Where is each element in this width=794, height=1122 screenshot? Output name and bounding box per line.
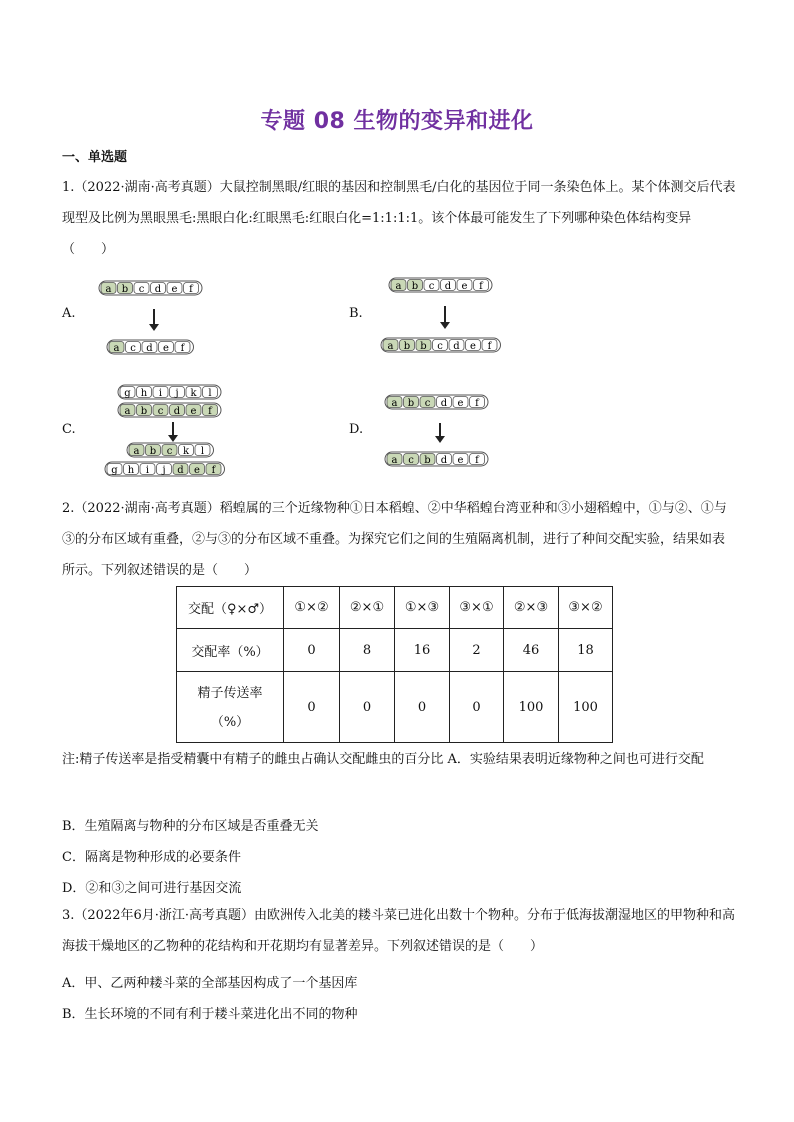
gene-label: f [180, 343, 185, 354]
chromosome-d-inversion [384, 451, 489, 471]
gene-label: a [133, 446, 140, 457]
chromosome-c-original-2 [117, 402, 222, 422]
chromosome-b-original [388, 277, 493, 297]
chromosome-svg [384, 451, 489, 467]
page-title: 专题 08 生物的变异和进化 [260, 109, 534, 134]
gene-label: d [177, 465, 184, 476]
gene-label: d [154, 284, 162, 295]
row-label-line-1: 精子传送率 [197, 686, 263, 701]
gene-label: h [127, 465, 135, 476]
gene-label: i [145, 465, 150, 476]
gene-label: j [175, 388, 179, 399]
gene-label: k [182, 446, 190, 457]
table-cell: 100 [559, 672, 613, 743]
chromosome-a-original [98, 280, 203, 300]
gene-label: l [200, 446, 205, 457]
gene-label: i [158, 388, 163, 399]
gene-label: e [470, 341, 476, 352]
question-2-note: 注:精子传送率是指受精囊中有精子的雌虫占确认交配雌虫的百分比 A．实验结果表明近缘物种之间也可进行交配 [62, 752, 704, 767]
gene-label: e [457, 455, 464, 466]
option-d-label: D. [349, 422, 364, 437]
table-header-cell: ②×③ [504, 587, 559, 629]
gene-label: a [391, 398, 398, 409]
chromosome-svg [380, 337, 502, 353]
gene-label: e [457, 398, 464, 409]
option-c-label: C. [62, 422, 76, 437]
gene-label: c [408, 455, 414, 466]
question-3-option-b: B．生长环境的不同有利于耧斗菜进化出不同的物种 [62, 1007, 358, 1022]
table-cell: 0 [450, 672, 504, 743]
gene-label: d [453, 341, 460, 352]
chromosome-svg [126, 442, 215, 458]
chromosome-c-translocation-2 [104, 461, 226, 481]
gene-label: d [440, 398, 448, 409]
chromosome-c-translocation-1 [126, 442, 215, 462]
gene-label: b [420, 341, 427, 352]
question-1-text: 1.（2022·湖南·高考真题）大鼠控制黑眼/红眼的基因和控制黑毛/白化的基因位于同一条染色体上。某个体测交后代表现型及比例为黑眼黑毛:黑眼白化:红眼黑毛:红眼白化=1:1:1:1。该个体最可能发生了下列哪种染色体结构变异（ ） [62, 180, 736, 257]
chromosome-d-original [384, 394, 489, 414]
table-header-cell: ①×③ [395, 587, 450, 629]
table-cell: 8 [340, 629, 395, 672]
table-cell: 100 [504, 672, 559, 743]
chromosome-svg [384, 394, 489, 410]
gene-label: b [121, 284, 129, 295]
chromosome-b-duplication [380, 337, 502, 357]
question-2-option-d: D．②和③之间可进行基因交流 [62, 881, 242, 896]
table-header-cell: ②×① [340, 587, 395, 629]
chromosome-c-original-1 [117, 384, 222, 404]
question-3-option-a: A．甲、乙两种耧斗菜的全部基因构成了一个基因库 [62, 976, 358, 991]
chromosome-svg [388, 277, 493, 293]
table-cell: 0 [284, 672, 340, 743]
question-2-option-c: C．隔离是物种形成的必要条件 [62, 850, 241, 865]
arrow-d [439, 423, 441, 437]
gene-label: b [149, 446, 157, 457]
table-header-cell: 交配（♀×♂） [177, 587, 284, 629]
gene-label: b [411, 281, 419, 292]
chromosome-svg [117, 384, 222, 400]
gene-label: e [171, 284, 178, 295]
section-heading: 一、单选题 [62, 150, 128, 165]
gene-label: f [189, 284, 193, 295]
table-header-cell: ①×② [284, 587, 340, 629]
gene-label: h [140, 388, 148, 399]
table-header-cell: ③×② [559, 587, 613, 629]
gene-label: f [475, 398, 479, 409]
gene-label: l [208, 388, 212, 399]
gene-label: e [190, 406, 197, 417]
gene-label: d [146, 343, 153, 354]
chromosome-svg [106, 339, 195, 355]
row-label-line-2: （%） [210, 715, 250, 730]
question-2-option-b: B．生殖隔离与物种的分布区域是否重叠无关 [62, 819, 319, 834]
gene-label: c [428, 281, 435, 292]
gene-label: d [444, 281, 452, 292]
gene-label: a [105, 284, 112, 295]
gene-label: a [124, 406, 131, 417]
table-cell: 0 [395, 672, 450, 743]
table-cell: 2 [450, 629, 504, 672]
gene-label: b [140, 406, 148, 417]
question-2-text: 2.（2022·湖南·高考真题）稻蝗属的三个近缘物种①日本稻蝗、②中华稻蝗台湾亚种和③小翅稻蝗中，①与②、①与③的分布区域有重叠，②与③的分布区域不重叠。为探究它们之间的生殖隔离机制，进行了种间交配实验，结果如表所示。下列叙述错误的是（ ） [62, 501, 727, 578]
gene-label: a [387, 341, 394, 352]
table-header-cell: ③×① [450, 587, 504, 629]
gene-label: f [475, 455, 479, 466]
gene-label: f [208, 406, 212, 417]
gene-label: f [479, 281, 483, 292]
gene-label: c [437, 341, 443, 352]
table-row-label [177, 672, 284, 743]
gene-label: c [166, 446, 173, 457]
gene-label: c [130, 343, 136, 354]
gene-label: a [113, 343, 120, 354]
gene-label: e [163, 343, 169, 354]
table-cell: 0 [340, 672, 395, 743]
mating-table [176, 586, 613, 743]
gene-label: d [440, 455, 448, 466]
table-cell: 18 [559, 629, 613, 672]
gene-label: d [173, 406, 181, 417]
gene-label: c [157, 406, 164, 417]
chromosome-svg [104, 461, 226, 477]
gene-label: f [211, 465, 216, 476]
gene-label: b [424, 455, 431, 466]
gene-label: g [124, 388, 131, 399]
gene-label: j [162, 465, 166, 476]
chromosome-a-deletion [106, 339, 195, 359]
gene-label: a [395, 281, 402, 292]
table-cell: 46 [504, 629, 559, 672]
gene-label: b [403, 341, 411, 352]
gene-label: b [407, 398, 415, 409]
arrow-a [153, 309, 155, 325]
gene-label: c [138, 284, 145, 295]
gene-label: a [391, 455, 398, 466]
gene-label: k [190, 388, 197, 399]
gene-label: g [111, 465, 118, 476]
arrow-b [444, 306, 446, 323]
arrow-c [172, 422, 174, 436]
option-a-label: A. [62, 306, 76, 321]
table-cell: 16 [395, 629, 450, 672]
option-b-label: B. [349, 306, 363, 321]
gene-label: c [424, 398, 431, 409]
gene-label: e [194, 465, 200, 476]
table-cell: 0 [284, 629, 340, 672]
gene-label: f [487, 341, 492, 352]
question-3-text: 3.（2022年6月·浙江·高考真题）由欧洲传入北美的耧斗菜已进化出数十个物种。分布于低海拔潮湿地区的甲物种和高海拔干燥地区的乙物种的花结构和开花期均有显著差异。下列叙述错误的是（ ） [62, 908, 736, 954]
chromosome-svg [98, 280, 203, 296]
chromosome-svg [117, 402, 222, 418]
table-row-label: 交配率（%） [177, 629, 284, 672]
gene-label: e [461, 281, 468, 292]
